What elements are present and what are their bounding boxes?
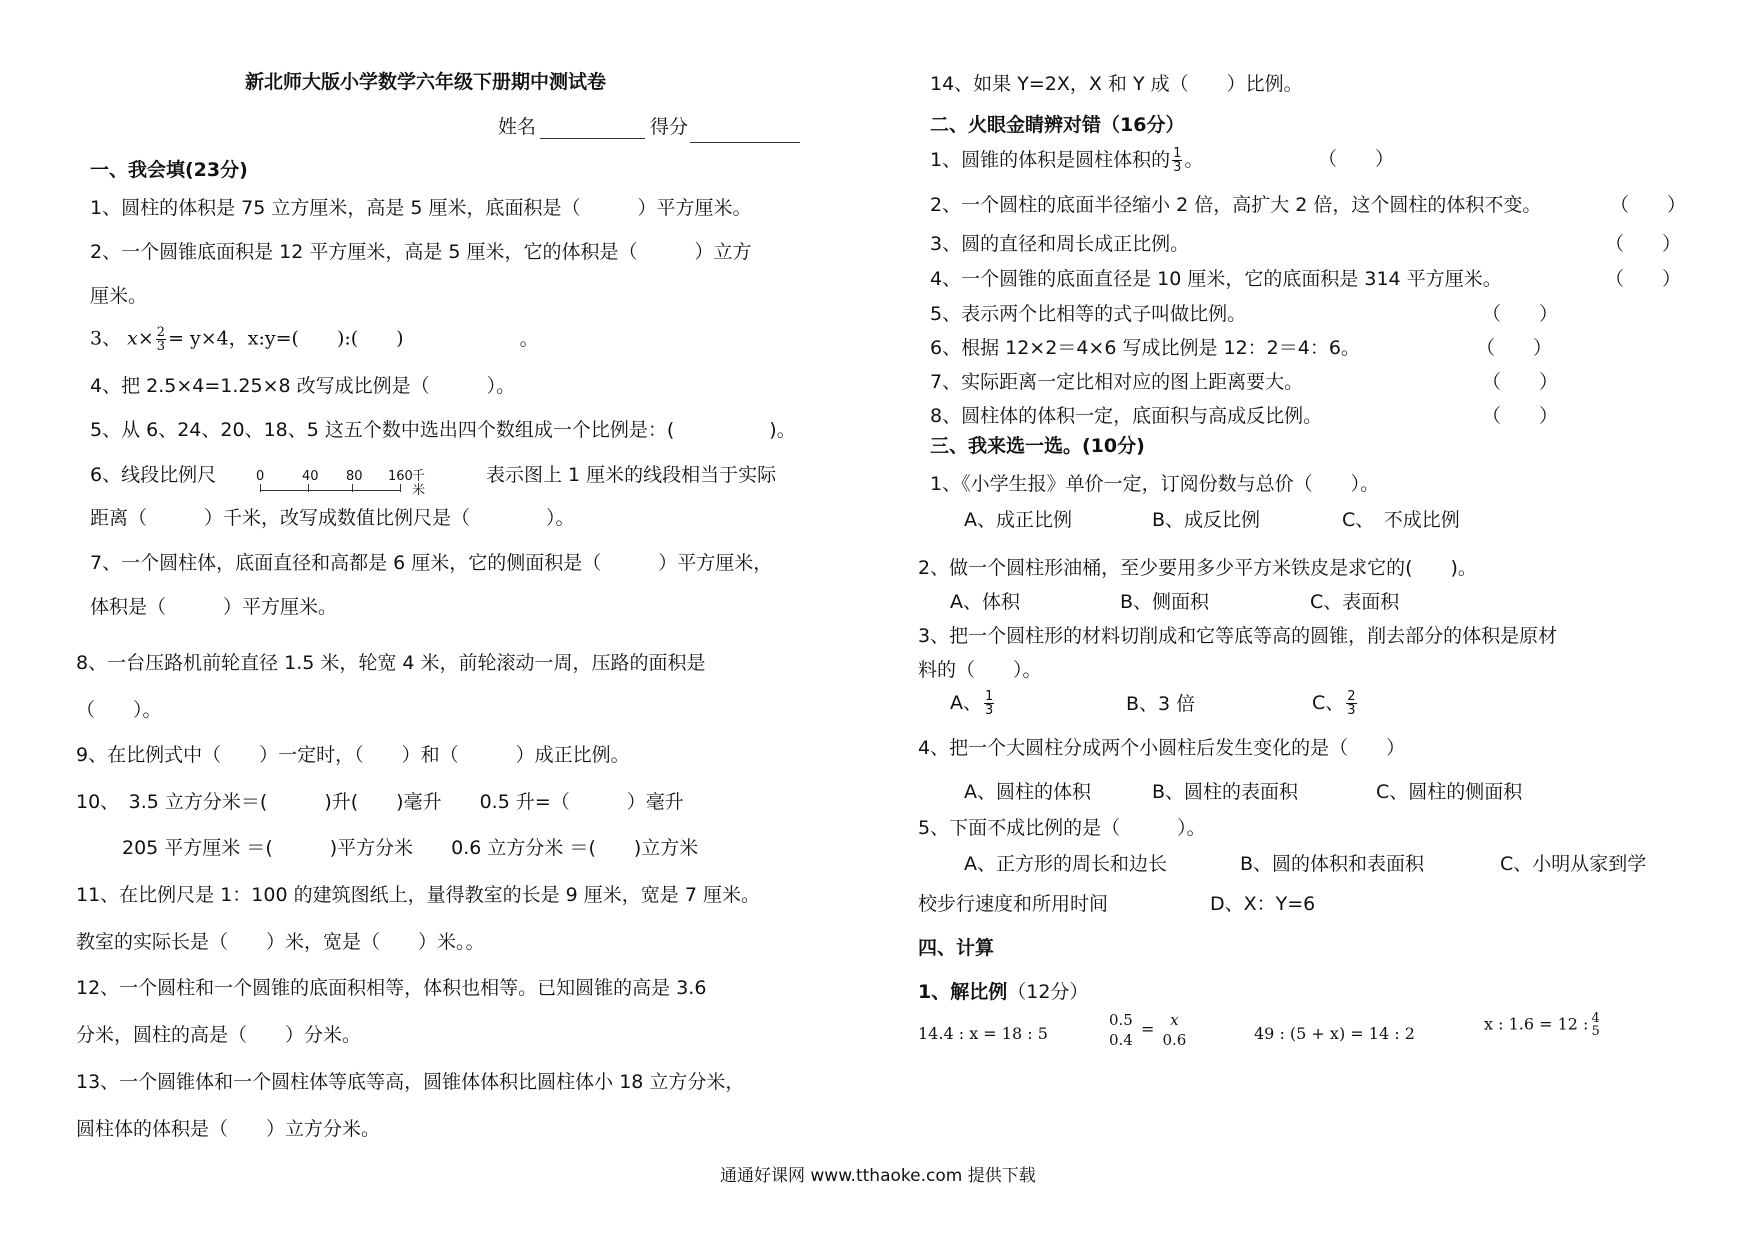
s2-q4: 4、一个圆锥的底面直径是 10 厘米，它的底面积是 314 平方厘米。 xyxy=(930,268,1502,290)
s3-q5-opt-c: C、小明从家到学 xyxy=(1500,853,1647,875)
s1-q2-line1: 2、一个圆锥底面积是 12 平方厘米，高是 5 厘米，它的体积是（ ）立方 xyxy=(90,241,752,263)
scale-bar xyxy=(256,469,426,500)
s3-q3-opt-a-fraction xyxy=(984,690,994,717)
s4-eq4-num: 4 xyxy=(1591,1011,1600,1026)
name-field-line[interactable] xyxy=(540,118,645,139)
score-label: 得分 xyxy=(650,116,689,138)
s3-q3-opt-c-den: 3 xyxy=(1347,703,1356,718)
s4-eq2-left-den: 0.4 xyxy=(1109,1031,1133,1049)
s4-eq4-fraction xyxy=(1590,1012,1600,1038)
s4-eq4 xyxy=(1484,1012,1603,1038)
score-field-line[interactable] xyxy=(690,122,800,143)
s1-q10-line2: 205 平方厘米 ＝( )平方分米 0.6 立方分米 ＝( )立方米 xyxy=(122,837,699,859)
s3-q1: 1、《小学生报》单价一定，订阅份数与总价（ ）。 xyxy=(930,473,1380,495)
s2-q1-fraction xyxy=(1172,147,1182,174)
s1-q6-suffix: 表示图上 1 厘米的线段相当于实际 xyxy=(486,464,777,486)
scale-tick xyxy=(352,484,353,492)
scale-tick xyxy=(308,484,309,492)
s2-q8-answer[interactable]: （ ） xyxy=(1482,405,1559,427)
s1-q3-num: 2 xyxy=(156,325,166,340)
s1-q8-line2: （ ）。 xyxy=(76,699,162,721)
s3-q3-line1: 3、把一个圆柱形的材料切削成和它等底等高的圆锥，削去部分的体积是原材 xyxy=(918,625,1558,647)
s1-q13-line1: 13、一个圆锥体和一个圆柱体等底等高，圆锥体体积比圆柱体小 18 立方分米， xyxy=(76,1071,745,1093)
s4-eq1: 14.4 : x = 18 : 5 xyxy=(918,1024,1048,1043)
s2-q1 xyxy=(930,147,1203,174)
s3-q2-opt-a: A、体积 xyxy=(950,591,1020,613)
s1-q6-line2: 距离（ ）千米，改写成数值比例尺是（ ）。 xyxy=(90,507,575,529)
s3-q4-opt-a: A、圆柱的体积 xyxy=(964,781,1091,803)
s3-q3-opt-a-label: A、 xyxy=(950,692,982,714)
s1-q6-prefix: 6、线段比例尺 xyxy=(90,464,217,486)
s4-eq2 xyxy=(1106,1010,1189,1050)
s3-q3-opt-c-fraction xyxy=(1346,690,1356,717)
s3-q5-opt-a: A、正方形的周长和边长 xyxy=(964,853,1167,875)
s4-eq2-left-fraction xyxy=(1108,1010,1134,1050)
s1-q11-line1: 11、在比例尺是 1：100 的建筑图纸上，量得教室的长是 9 厘米，宽是 7 厘米。 xyxy=(76,884,760,906)
s1-q1: 1、圆柱的体积是 75 立方厘米，高是 5 厘米，底面积是（ ）平方厘米。 xyxy=(90,197,752,219)
s3-q5: 5、下面不成比例的是（ ）。 xyxy=(918,817,1206,839)
section1-heading: 一、我会填(23分) xyxy=(90,159,248,181)
s4-sub-title: 1、解比例 xyxy=(918,981,1008,1003)
s1-q12-line1: 12、一个圆柱和一个圆锥的底面积相等，体积也相等。已知圆锥的高是 3.6 xyxy=(76,977,707,999)
s4-eq3: 49 : (5 + x) = 14 : 2 xyxy=(1254,1024,1415,1043)
s4-sub-score: （12分） xyxy=(1007,981,1089,1003)
scale-tick xyxy=(260,484,261,492)
s3-q5-opt-b: B、圆的体积和表面积 xyxy=(1240,853,1425,875)
s1-q9: 9、在比例式中（ ）一定时，（ ）和（ ）成正比例。 xyxy=(76,744,630,766)
s2-q1-answer[interactable]: （ ） xyxy=(1318,148,1395,170)
s1-q5: 5、从 6、24、20、18、5 这五个数中选出四个数组成一个比例是：( )。 xyxy=(90,419,796,441)
s1-q3-rest: = y×4，x:y=( ):( ) xyxy=(168,327,404,350)
s3-q3-opt-a-den: 3 xyxy=(985,703,994,718)
s1-q10-line1: 10、 3.5 立方分米＝( )升( )毫升 0.5 升=（ ）毫升 xyxy=(76,791,684,813)
s1-q4: 4、把 2.5×4=1.25×8 改写成比例是（ ）。 xyxy=(90,375,516,397)
s1-q3 xyxy=(90,326,539,353)
name-label: 姓名 xyxy=(498,116,537,138)
s2-q5: 5、表示两个比相等的式子叫做比例。 xyxy=(930,303,1247,325)
s4-eq4-prefix: x : 1.6 = 12 : xyxy=(1484,1014,1589,1034)
s2-q3: 3、圆的直径和周长成正比例。 xyxy=(930,233,1190,255)
s2-q8: 8、圆柱体的体积一定，底面积与高成反比例。 xyxy=(930,405,1323,427)
s3-q5-opt-d: D、X：Y=6 xyxy=(1210,893,1316,915)
s1-q12-line2: 分米，圆柱的高是（ ）分米。 xyxy=(76,1024,362,1046)
s2-q1-num: 1 xyxy=(1173,146,1182,161)
scale-label-unit: 千米 xyxy=(412,469,426,498)
section2-heading: 二、火眼金睛辨对错（16分） xyxy=(930,114,1185,136)
s3-q4-opt-b: B、圆柱的表面积 xyxy=(1152,781,1299,803)
s2-q7: 7、实际距离一定比相对应的图上距离要大。 xyxy=(930,371,1304,393)
s3-q2-opt-c: C、表面积 xyxy=(1310,591,1400,613)
s3-q1-opt-b: B、成反比例 xyxy=(1152,509,1261,531)
s3-q3-opt-a-num: 1 xyxy=(985,689,994,704)
s1-q3-end: 。 xyxy=(519,327,539,350)
s1-q14: 14、如果 Y=2X，X 和 Y 成（ ）比例。 xyxy=(930,73,1303,95)
section4-heading: 四、计算 xyxy=(918,937,995,959)
s2-q5-answer[interactable]: （ ） xyxy=(1482,303,1559,325)
s4-eq4-den: 5 xyxy=(1591,1024,1600,1039)
s3-q2: 2、做一个圆柱形油桶，至少要用多少平方米铁皮是求它的( )。 xyxy=(918,557,1477,579)
s3-q3-opt-c-label: C、 xyxy=(1312,692,1345,714)
s4-subheading xyxy=(918,980,1088,1004)
s2-q3-answer[interactable]: （ ） xyxy=(1605,233,1682,255)
s2-q4-answer[interactable]: （ ） xyxy=(1605,268,1682,290)
s3-q4-opt-c: C、圆柱的侧面积 xyxy=(1376,781,1523,803)
page-footer: 通通好课网 www.tthaoke.com 提供下载 xyxy=(720,1166,1036,1186)
s1-q3-x: x× xyxy=(127,327,154,350)
s4-eq2-left-num: 0.5 xyxy=(1109,1011,1133,1029)
scale-tick xyxy=(400,484,401,492)
s1-q3-fraction xyxy=(156,326,166,353)
scale-label-40: 40 xyxy=(302,469,319,484)
s3-q1-opt-a: A、成正比例 xyxy=(964,509,1072,531)
s1-q7-line2: 体积是（ ）平方厘米。 xyxy=(90,596,338,618)
s3-q2-opt-b: B、侧面积 xyxy=(1120,591,1210,613)
s4-eq2-right-den: 0.6 xyxy=(1162,1031,1187,1049)
s4-eq2-right-fraction xyxy=(1161,1010,1187,1050)
s4-eq2-right-num: x xyxy=(1170,1011,1179,1029)
s1-q3-den: 3 xyxy=(156,339,166,354)
s2-q1-den: 3 xyxy=(1173,160,1182,175)
s3-q1-opt-c: C、 不成比例 xyxy=(1342,509,1460,531)
s3-q3-opt-b: B、3 倍 xyxy=(1126,693,1196,715)
s2-q7-answer[interactable]: （ ） xyxy=(1482,371,1559,393)
s2-q1-text: 1、圆锥的体积是圆柱体积的 xyxy=(930,149,1171,171)
s1-q2-line2: 厘米。 xyxy=(90,285,148,307)
s1-q3-prefix: 3、 xyxy=(90,327,122,350)
s2-q6-answer[interactable]: （ ） xyxy=(1476,337,1553,359)
s3-q3-opt-c xyxy=(1312,690,1359,717)
page-title: 新北师大版小学数学六年级下册期中测试卷 xyxy=(245,71,607,93)
s2-q6: 6、根据 12×2＝4×6 写成比例是 12：2＝4：6。 xyxy=(930,337,1360,359)
scale-label-80: 80 xyxy=(346,469,363,484)
s2-q2: 2、一个圆柱的底面半径缩小 2 倍，高扩大 2 倍，这个圆柱的体积不变。 xyxy=(930,194,1542,216)
s4-eq2-equals: = xyxy=(1140,1019,1155,1039)
s1-q7-line1: 7、一个圆柱体，底面直径和高都是 6 厘米，它的侧面积是（ ）平方厘米， xyxy=(90,552,773,574)
s2-q1-end: 。 xyxy=(1184,149,1204,171)
s2-q2-answer[interactable]: （ ） xyxy=(1610,194,1687,216)
s3-q3-opt-c-num: 2 xyxy=(1347,689,1356,704)
section3-heading: 三、我来选一选。(10分) xyxy=(930,435,1145,457)
scale-line xyxy=(260,490,400,491)
s3-q3-opt-a xyxy=(950,690,996,717)
scale-label-160: 160 xyxy=(388,469,413,484)
s3-q3-line2: 料的（ ）。 xyxy=(918,659,1042,681)
s3-q5-cont: 校步行速度和所用时间 xyxy=(918,893,1109,915)
s1-q11-line2: 教室的实际长是（ ）米，宽是（ ）米。。 xyxy=(76,931,485,953)
s1-q8-line1: 8、一台压路机前轮直径 1.5 米，轮宽 4 米，前轮滚动一周，压路的面积是 xyxy=(76,652,706,674)
s1-q13-line2: 圆柱体的体积是（ ）立方分米。 xyxy=(76,1118,381,1140)
scale-label-0: 0 xyxy=(256,469,265,484)
s3-q4: 4、把一个大圆柱分成两个小圆柱后发生变化的是（ ） xyxy=(918,737,1406,759)
